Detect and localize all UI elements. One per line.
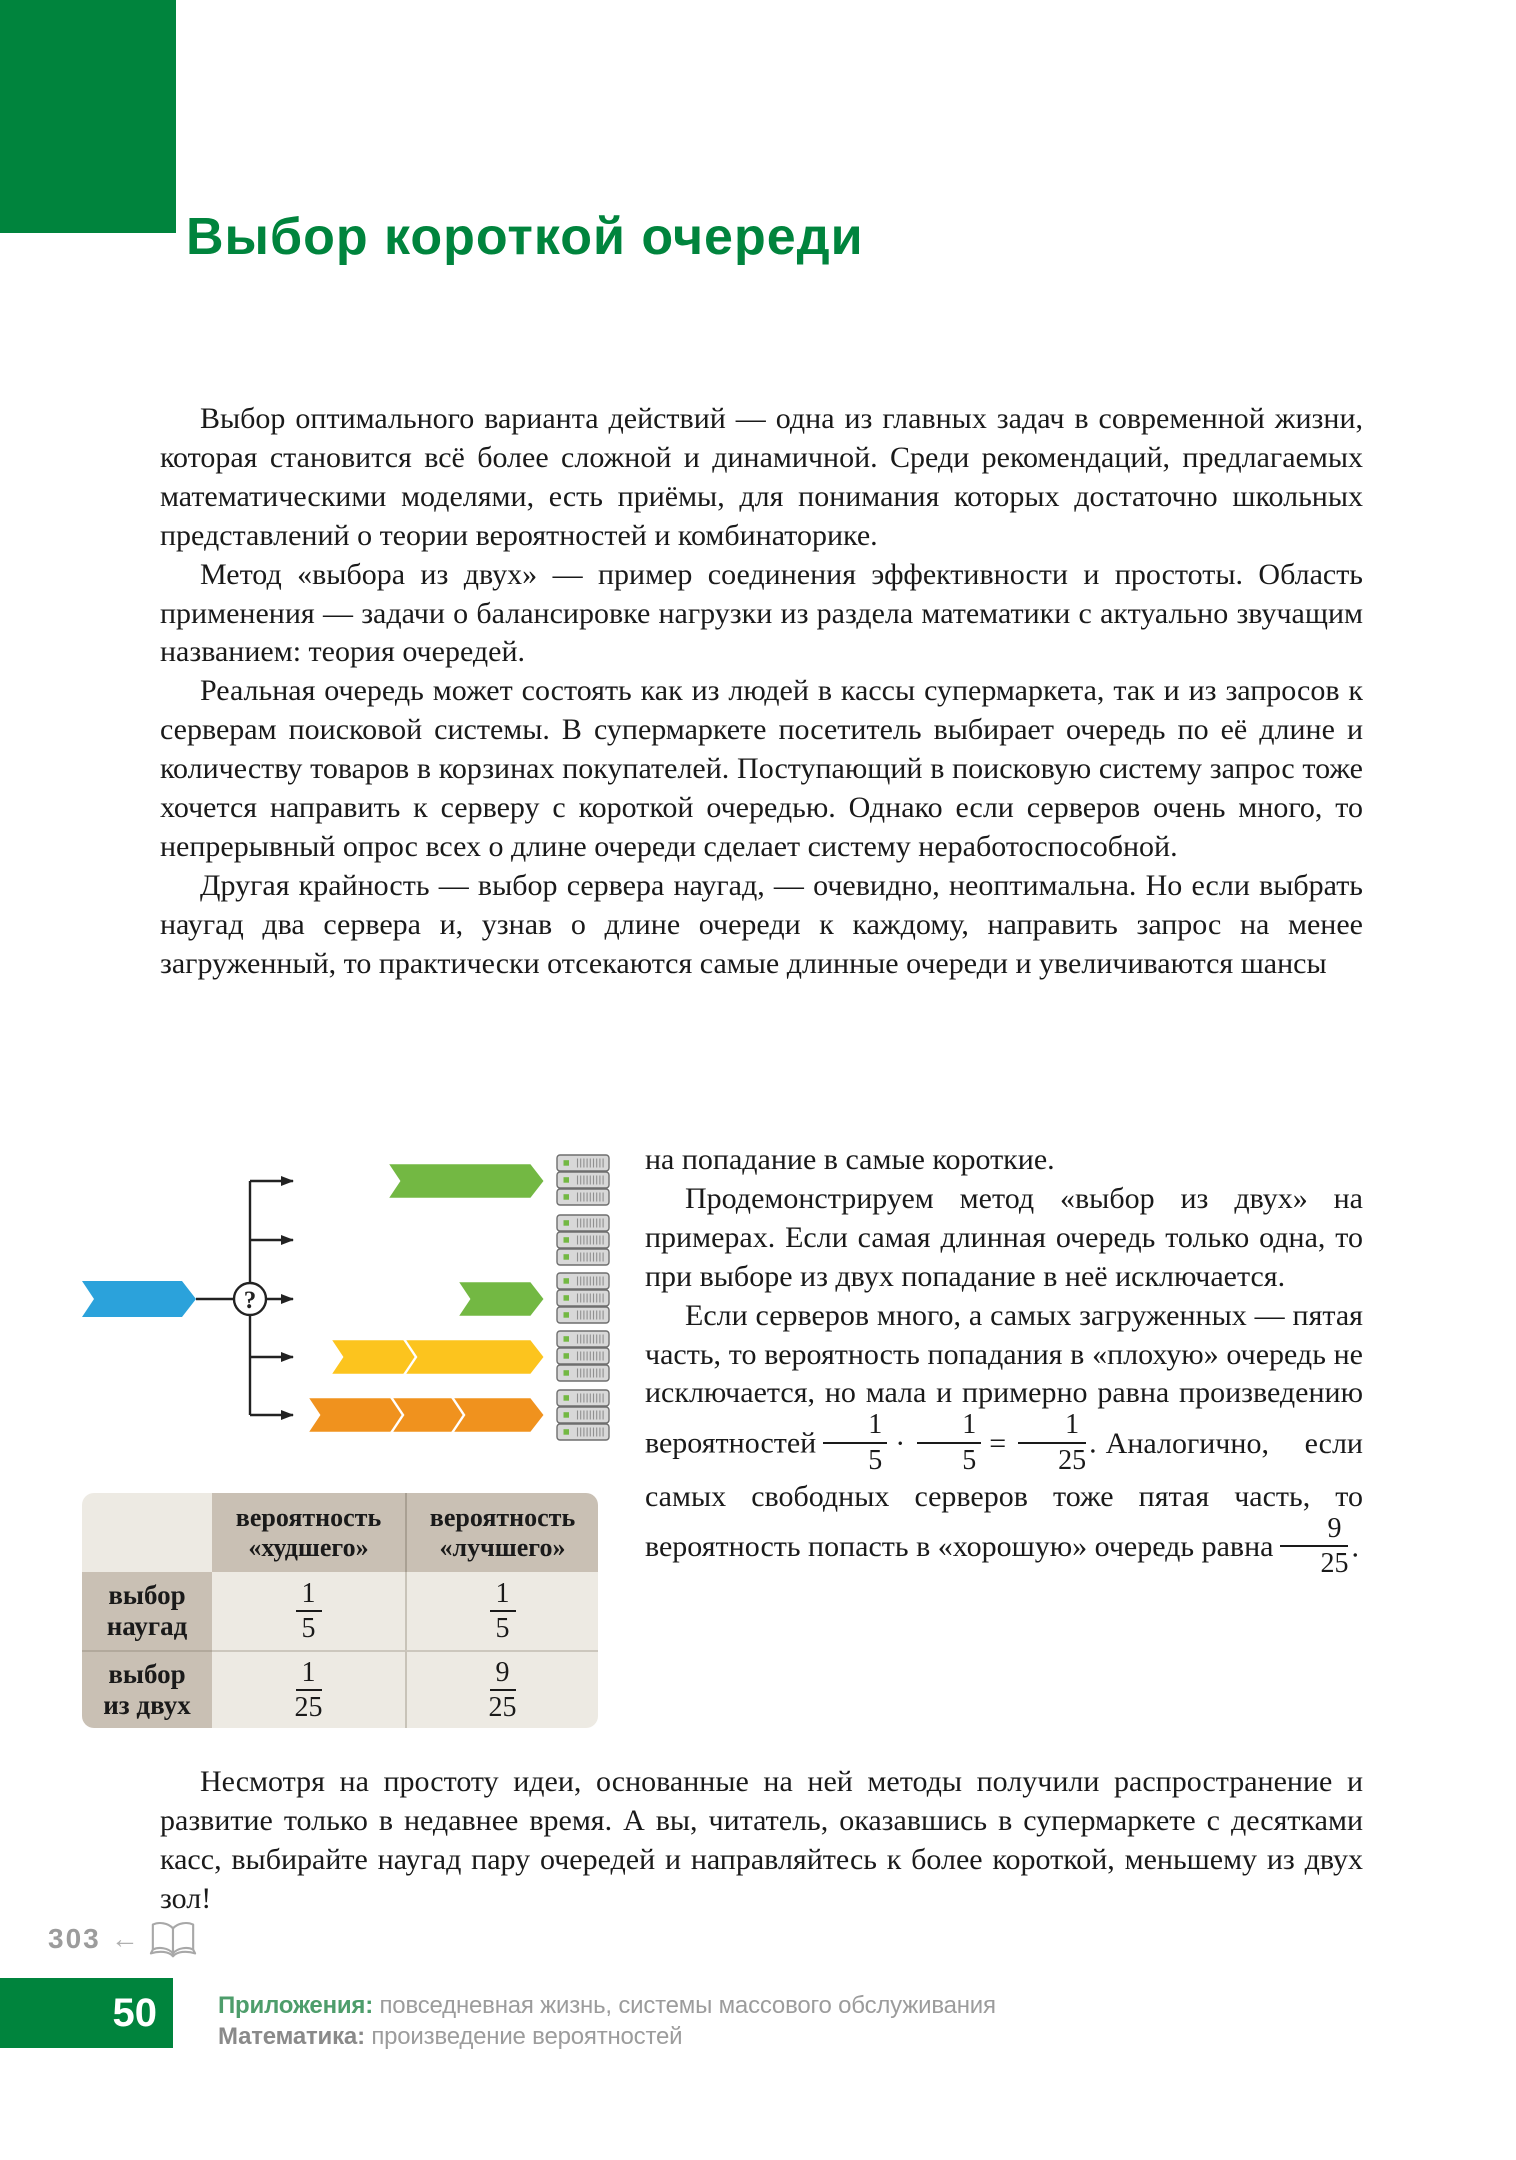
queue-diagram	[60, 1146, 615, 1450]
queue-long-green	[387, 1163, 545, 1199]
footer-line-mathematics: Математика: произведение вероятностей	[218, 2023, 683, 2050]
queue-short-green	[457, 1281, 545, 1317]
queue-orange-seg3	[452, 1397, 545, 1433]
footer-line-applications: Приложения: повседневная жизнь, системы массового обслуживания	[218, 1992, 996, 2019]
table-row-label: выбор наугад	[82, 1572, 212, 1650]
table-header-worse: вероятность «худшего»	[212, 1493, 405, 1572]
paragraph: Реальная очередь может состоять как из людей в кассы супермаркета, так и из запросов к серверам поисковой системы. В супермаркете посетитель выбирает очередь по её длине и количеству товаров в корзинах покупателей. Поступающий в поисковую систему запрос тоже хочется направить к серверу с короткой очередью. Однако если серверов очень много, то непрерывный опрос всех о длине очереди сделает систему неработоспособной.	[160, 674, 1363, 863]
main-text-column	[160, 400, 1363, 984]
closing-text	[160, 1763, 1363, 1919]
table-row-label: выбор из двух	[82, 1650, 212, 1728]
page-number: 50	[112, 1990, 157, 2035]
paragraph-continuation: на попадание в самые короткие.	[645, 1143, 1055, 1176]
paragraph-with-fractions: Если серверов много, а самых загруженных — пятая часть, то вероятность попадания в «плохую» очередь не исключается, но мала и примерно равна произведению вероятностей $\frac{1}{5}$ · $\frac{1}{5}$ = $\frac{1}{25}$ . Аналогично, если самых свободных серверов тоже пятая часть, то вероятность попасть в «хорошую» очередь равна $\frac{9}{25}$ .	[645, 1298, 1363, 1580]
chapter-color-block	[0, 0, 176, 233]
fraction: $\frac{9}{25}$	[1280, 1514, 1348, 1579]
queue-orange-seg1	[307, 1397, 405, 1433]
cross-reference	[48, 1918, 197, 1960]
table-header-better: вероятность «лучшего»	[405, 1493, 598, 1572]
paragraph: Метод «выбора из двух» — пример соединения эффективности и простоты. Область применения — задачи о балансировке нагрузки из раздела математики с актуально звучащим названием: теория очередей.	[160, 557, 1363, 669]
question-mark: ?	[243, 1287, 257, 1314]
paragraph: Выбор оптимального варианта действий — одна из главных задач в современной жизни, которая становится всё более сложной и динамичной. Среди рекомендаций, предлагаемых математическими моделями, есть приёмы, для понимания которых достаточно школьных представлений о теории вероятностей и комбинаторике.	[160, 402, 1363, 552]
cross-reference-page: 303	[48, 1923, 101, 1954]
server-racks	[557, 1155, 609, 1440]
page-title: Выбор короткой очереди	[186, 207, 864, 266]
table-value: $\frac{1}{5}$	[405, 1572, 598, 1650]
table-value: $\frac{9}{25}$	[405, 1650, 598, 1728]
table-value: $\frac{1}{5}$	[212, 1572, 405, 1650]
open-book-icon	[149, 1918, 197, 1960]
fraction: $\frac{1}{5}$	[917, 1410, 981, 1475]
table-corner-cell	[82, 1493, 212, 1572]
paragraph: Несмотря на простоту идеи, основанные на ней методы получили распространение и развитие только в недавнее время. А вы, читатель, оказавшись в супермаркете с десятками касс, выбирайте наугад пару очередей и направляйтесь к более короткой, меньшему из двух зол!	[160, 1765, 1363, 1915]
paragraph: Продемонстрируем метод «выбор из двух» на примерах. Если самая длинная очередь только одна, то при выборе из двух попадание в неё исключается.	[645, 1181, 1363, 1293]
incoming-request-arrow-icon	[82, 1281, 196, 1317]
page-number-block	[0, 1978, 173, 2048]
queue-yellow-seg2	[404, 1339, 545, 1375]
probability-table	[82, 1493, 598, 1728]
fraction: $\frac{1}{5}$	[823, 1410, 887, 1475]
left-arrow-icon: ←	[110, 1923, 139, 1954]
wrapped-text-column	[645, 1141, 1363, 1582]
footer-annotations	[218, 1990, 996, 2052]
fraction: $\frac{1}{25}$	[1018, 1410, 1086, 1475]
queues	[307, 1163, 545, 1433]
paragraph: Другая крайность — выбор сервера наугад, — очевидно, неоптимальна. Но если выбрать наугад два сервера и, узнав о длине очереди к каждому, направить запрос на менее загруженный, то практически отсекаются самые длинные очереди и увеличиваются шансы	[160, 868, 1363, 980]
queue-yellow-seg1	[330, 1339, 418, 1375]
table-value: $\frac{1}{25}$	[212, 1650, 405, 1728]
